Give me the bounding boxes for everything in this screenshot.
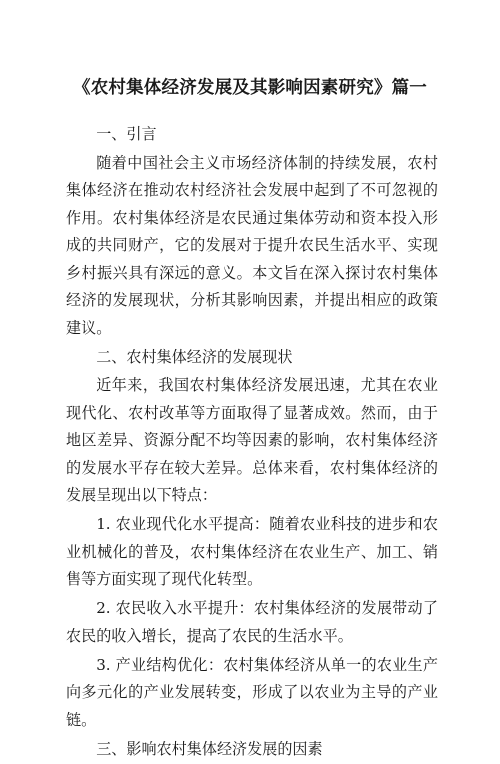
section-heading-introduction: 一、引言: [96, 125, 157, 143]
status-point-2: 2. 农民收入水平提升：农村集体经济的发展带动了农民的收入增长，提高了农民的生活水平。: [66, 599, 438, 645]
introduction-paragraph: 随着中国社会主义市场经济体制的持续发展，农村集体经济在推动农村经济社会发展中起到了不可忽视的作用。农村集体经济是农民通过集体劳动和资本投入形成的共同财产，它的发展对于提升农民生活水平、实现乡村振兴具有深远的意义。本文旨在深入探讨农村集体经济的发展现状，分析其影响因素，并提出相应的政策建议。: [66, 153, 438, 337]
document-title: 《农村集体经济发展及其影响因素研究》篇一: [73, 78, 427, 98]
section-heading-current-status: 二、农村集体经济的发展现状: [96, 347, 293, 366]
section-heading-influencing-factors: 三、影响农村集体经济发展的因素: [96, 739, 323, 758]
status-point-1: 1. 农业现代化水平提高：随着农业科技的进步和农业机械化的普及，农村集体经济在农业生产、加工、销售等方面实现了现代化转型。: [66, 515, 438, 588]
current-status-paragraph: 近年来，我国农村集体经济发展迅速，尤其在农业现代化、农村改革等方面取得了显著成效。然而，由于地区差异、资源分配不均等因素的影响，农村集体经济的发展水平存在较大差异。总体来看，农村集体经济的发展呈现出以下特点：: [66, 376, 438, 504]
document-body: [66, 121, 438, 764]
status-point-3: 3. 产业结构优化：农村集体经济从单一的农业生产向多元化的产业发展转变，形成了以农业为主导的产业链。: [66, 655, 438, 729]
